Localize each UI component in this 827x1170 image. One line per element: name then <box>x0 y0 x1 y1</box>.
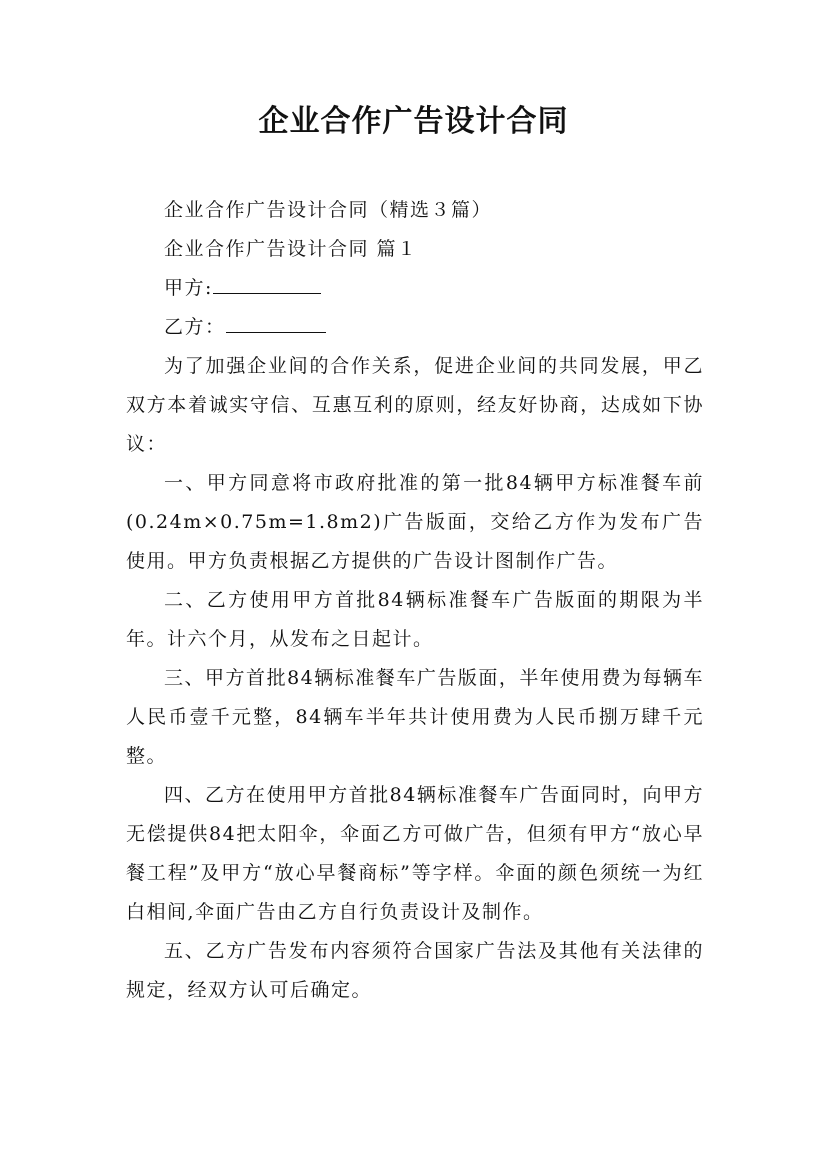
paragraph-clause-4: 四、乙方在使用甲方首批84辆标准餐车广告面同时，向甲方无偿提供84把太阳伞，伞面乙方可做广告，但须有甲方“放心早餐工程”及甲方“放心早餐商标”等字样。伞面的颜色须统一为红白相间,伞面广告由乙方自行负责设计及制作。 <box>126 784 704 923</box>
party-a-blank <box>213 271 321 294</box>
document-title: 企业合作广告设计合同 <box>258 104 569 139</box>
party-b-blank <box>226 310 326 333</box>
document-body <box>126 191 704 1010</box>
party-a-line <box>126 269 704 308</box>
paragraph-intro: 为了加强企业间的合作关系，促进企业间的共同发展，甲乙双方本着诚实守信、互惠互利的原则，经友好协商，达成如下协议： <box>126 355 704 455</box>
party-a-label: 甲方: <box>164 277 213 299</box>
paragraph-clause-5: 五、乙方广告发布内容须符合国家广告法及其他有关法律的规定，经双方认可后确定。 <box>126 940 704 1001</box>
section-heading: 企业合作广告设计合同 篇１ <box>164 238 418 260</box>
paragraph-clause-3: 三、甲方首批84辆标准餐车广告版面，半年使用费为每辆车人民币壹千元整，84辆车半年共计使用费为人民币捌万肆千元整。 <box>126 667 704 767</box>
party-b-line <box>126 308 704 347</box>
paragraph-clause-2: 二、乙方使用甲方首批84辆标准餐车广告版面的期限为半年。计六个月，从发布之日起计。 <box>126 589 704 650</box>
paragraph-clause-1: 一、甲方同意将市政府批准的第一批84辆甲方标准餐车前(0.24m×0.75m=1.8m2)广告版面，交给乙方作为发布广告使用。甲方负责根据乙方提供的广告设计图制作广告。 <box>126 472 704 572</box>
party-b-label: 乙方： <box>164 316 226 338</box>
document-subtitle: 企业合作广告设计合同（精选３篇） <box>164 199 493 221</box>
